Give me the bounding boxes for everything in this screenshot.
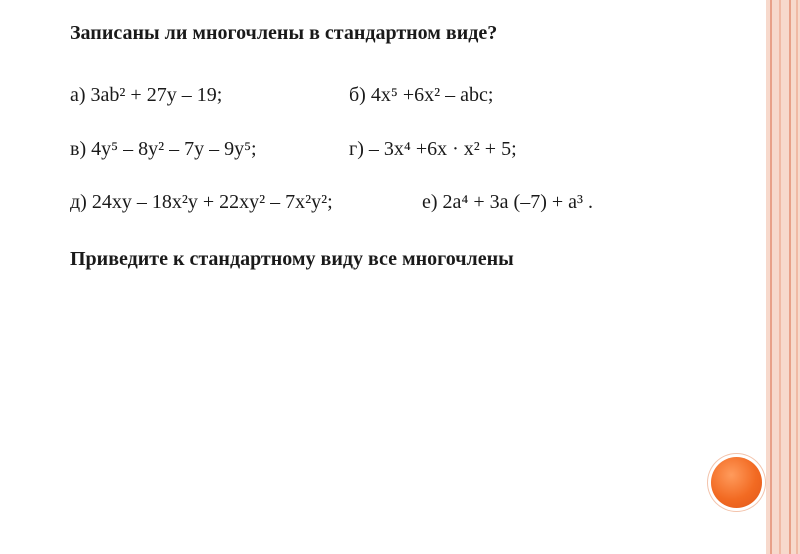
item-expression: 4y⁵ – 8y² – 7y – 9y⁵; xyxy=(91,138,257,160)
slide-heading: Записаны ли многочлены в стандартном виде? xyxy=(70,22,498,44)
item-expression: 2a⁴ + 3a (–7) + a³ . xyxy=(442,191,594,213)
decorative-frame-line xyxy=(770,0,772,554)
item-label: е) xyxy=(422,191,438,213)
item-v xyxy=(70,138,257,161)
item-b xyxy=(349,84,493,107)
item-expression: 3ab² + 27y – 19; xyxy=(90,84,223,106)
decorative-frame-line xyxy=(779,0,781,554)
item-expression: – 3x⁴ +6x · x² + 5; xyxy=(368,138,517,160)
item-label: в) xyxy=(70,138,87,160)
item-d xyxy=(70,191,333,214)
item-expression: 4x⁵ +6x² – abc; xyxy=(370,84,494,106)
decorative-frame-line xyxy=(796,0,798,554)
item-a xyxy=(70,84,222,107)
item-label: а) xyxy=(70,84,86,106)
item-label: д) xyxy=(70,191,87,213)
item-label: б) xyxy=(349,84,366,106)
task-instruction: Приведите к стандартному виду все многочлены xyxy=(70,248,514,270)
item-g xyxy=(349,138,517,161)
decorative-orange-circle xyxy=(711,457,762,508)
decorative-frame-line xyxy=(789,0,791,554)
item-e xyxy=(422,191,593,214)
item-expression: 24xy – 18x²y + 22xy² – 7x²y²; xyxy=(91,191,333,213)
item-label: г) xyxy=(349,138,364,160)
